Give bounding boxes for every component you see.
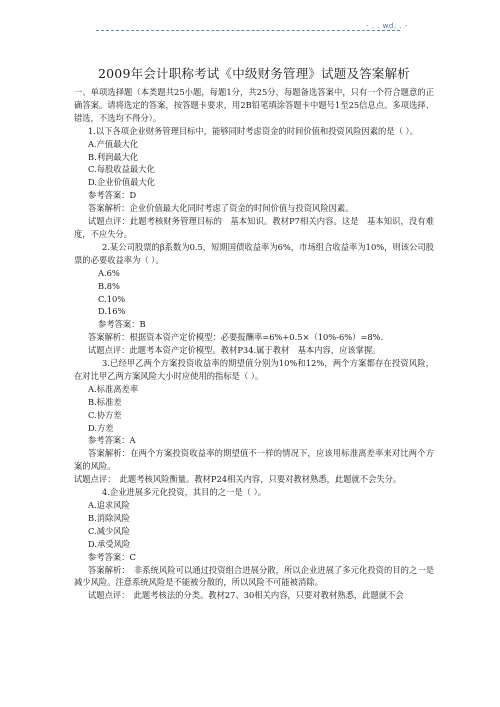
- document-body: [74, 66, 434, 602]
- question-1-option-b: B.利润最大化: [88, 151, 139, 162]
- question-1-comment: 试题点评：此题考核财务管理目标的 基本知识。教材P7相关内容。这是 基本知识，没有难度，不应失分。: [74, 216, 434, 239]
- question-1-option-d: D.企业价值最大化: [88, 177, 156, 188]
- question-2-comment: 试题点评：此题考本资产定价模型。教材P34.属于教材 基本内容，应该掌握。: [88, 345, 381, 356]
- question-3-option-b: B.标准差: [88, 396, 122, 407]
- question-2-option-b: B.8%: [98, 280, 120, 291]
- question-2-analysis: 答案解析：根据资本资产定价模型：必要报酬率=6%+0.5×（10%-6%）=8%.: [88, 332, 384, 343]
- document-title: 2009年会计职称考试《中级财务管理》试题及答案解析: [97, 66, 410, 81]
- question-1-analysis: 答案解析：企业价值最大化同时考虑了资金的时间价值与投资风险因素。: [88, 203, 354, 214]
- question-2-answer: 参考答案：B: [98, 319, 146, 330]
- question-4-answer: 参考答案：C: [88, 551, 136, 562]
- question-4-comment: 试题点评： 此题考核法的分类。教材27、30相关内容，只要对教材熟悉，此题就不会: [88, 590, 404, 601]
- question-1-answer: 参考答案：D: [88, 190, 137, 201]
- question-4-option-c: C.减少风险: [88, 525, 130, 536]
- question-3-option-c: C.协方差: [88, 409, 122, 420]
- question-2-stem: 2.某公司股票的β系数为0.5，短期国债收益率为6%，市场组合收益率为10%，则该公司股票的必要收益率为（ ）。: [74, 241, 434, 265]
- question-3-answer: 参考答案：A: [88, 435, 136, 446]
- question-2-option-c: C.10%: [98, 293, 126, 304]
- question-3-option-a: A.标准离差率: [88, 383, 139, 394]
- header-rule: [96, 30, 400, 31]
- question-4-stem: 4.企业进展多元化投资，其目的之一是（ ）。: [102, 487, 267, 498]
- question-3-analysis: 答案解析：在两个方案投资收益率的期望值不一样的情况下，应该用标准离差率来对比两个方案的风险。: [74, 448, 434, 472]
- question-2-option-a: A.6%: [98, 267, 120, 278]
- question-4-option-a: A.追求风险: [88, 500, 130, 510]
- question-4-option-b: B.消除风险: [88, 512, 130, 523]
- question-3-option-d: D.方差: [88, 422, 114, 433]
- question-1-option-c: C.每股收益最大化: [88, 164, 155, 175]
- question-1-option-a: A.产值最大化: [88, 138, 139, 149]
- header-mark: - . . wd. . -: [366, 22, 408, 30]
- question-4-option-d: D.承受风险: [88, 538, 131, 549]
- question-2-option-d: D.16%: [98, 306, 126, 317]
- question-3-stem: 3.已经甲乙两个方案投资收益率的期望值分别为10%和12%，两个方案都存在投资风险，在对比甲乙两方案风险大小时应使用的指标是（ ）。: [74, 358, 434, 381]
- question-1-stem: 1.以下各项企业财务管理目标中，能够同时考虑资金的时间价值和投资风险因素的是（ ）。: [88, 125, 418, 136]
- section-intro: 一、单项选择题（本类题共25小题，每题1分，共25分，每题备选答案中，只有一个符合题意的正确答案。请将选定的答案，按答题卡要求，用2B铅笔填涂答题卡中题号1至25信息点。多项选择、错选，不选均不得分）。: [74, 87, 434, 123]
- question-3-comment: 试题点评： 此题考核风险衡量。教材P24相关内容，只要对教材熟悉，此题就不会失分。: [74, 474, 402, 485]
- question-4-analysis: 答案解析： 非系统风险可以通过投资组合进展分散，所以企业进展了多元化投资的目的之一是减少风险。注意系统风险是不能被分散的，所以风险不可能被消除。: [74, 564, 434, 588]
